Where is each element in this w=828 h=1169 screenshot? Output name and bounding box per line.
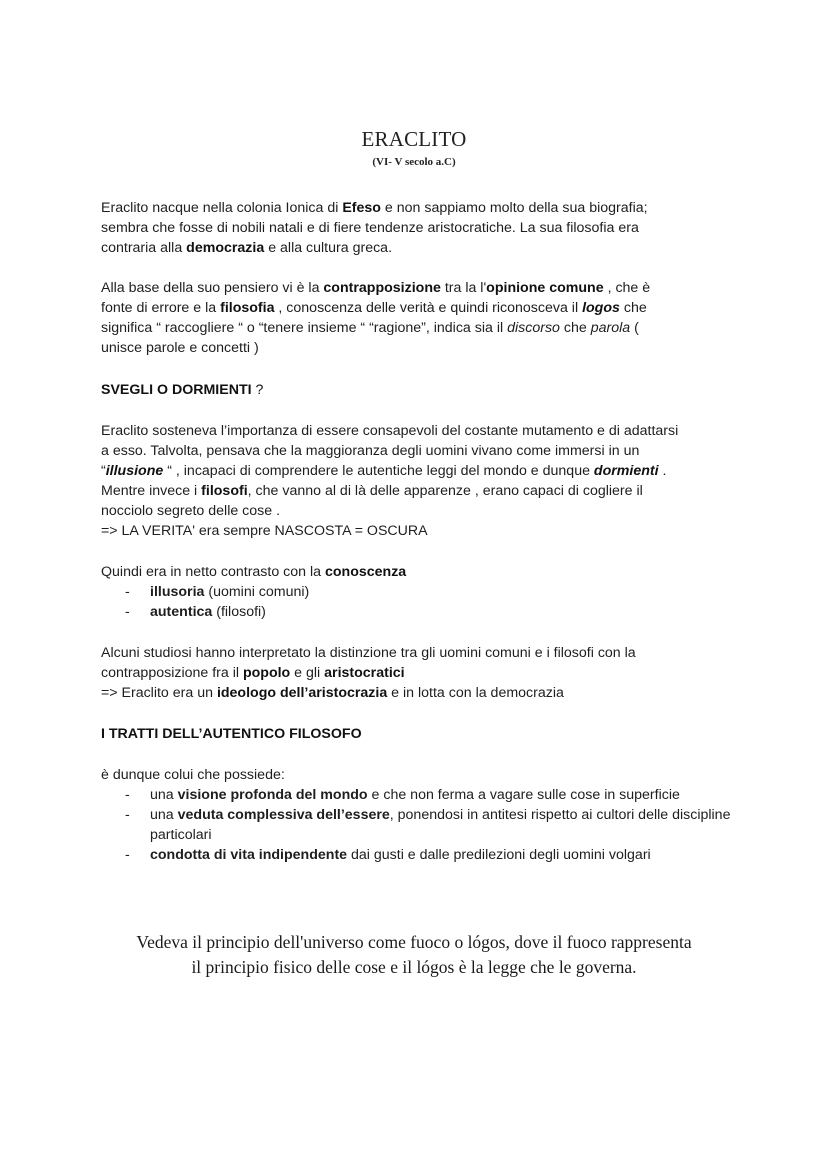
text: “: [101, 463, 106, 479]
list-item: [101, 602, 741, 622]
italic-parola: parola: [590, 320, 631, 336]
section-heading-tratti: I TRATTI DELL’AUTENTICO FILOSOFO: [101, 726, 362, 742]
bold-aristocratici: aristocratici: [324, 665, 405, 681]
list-item: [101, 785, 741, 805]
tratti-list: [101, 785, 741, 865]
basis-line-1: [101, 278, 741, 298]
text: e gli: [290, 665, 325, 681]
dash-bullet: -: [125, 807, 130, 823]
page-title: ERACLITO: [361, 127, 467, 151]
bold-ideologo: ideologo dell’aristocrazia: [216, 685, 388, 701]
bold-filosofia: filosofia: [220, 300, 275, 316]
quote-line-2: il principio fisico delle cose e il lógos è la legge che le governa.: [191, 957, 637, 977]
text: e non sappiamo molto della sua biografia;: [380, 200, 648, 216]
text: => Eraclito era un: [101, 685, 217, 701]
text: .: [658, 463, 667, 479]
text: “ , incapaci di comprendere le autentiche leggi del mondo e dunque: [163, 463, 594, 479]
text: significa “ raccogliere “ o “tenere insieme “ “ragione”, indica sia il: [101, 320, 508, 336]
heading-suffix: ?: [251, 382, 264, 398]
page-subtitle: (VI- V secolo a.C): [372, 156, 456, 168]
basis-paragraph: [101, 278, 741, 358]
bold-conoscenza: conoscenza: [324, 564, 407, 580]
basis-line-2: [101, 298, 741, 318]
svegli-line-4: [101, 481, 741, 501]
intro-line-2: sembra che fosse di nobili natali e di fiere tendenze aristocratiche. La sua filosofia era: [101, 220, 639, 236]
knowledge-list: [101, 582, 741, 622]
text: contrapposizione fra il: [101, 665, 243, 681]
dash-bullet: -: [125, 584, 130, 600]
svegli-line-1: Eraclito sosteneva l’importanza di essere consapevoli del costante mutamento e di adattarsi: [101, 423, 679, 439]
dash-bullet: -: [125, 847, 130, 863]
scholars-line-3: [101, 683, 741, 703]
text: , che vanno al di là delle apparenze , erano capaci di cogliere il: [247, 483, 643, 499]
text: , conoscenza delle verità e quindi riconosceva il: [274, 300, 583, 316]
bold-popolo: popolo: [242, 665, 291, 681]
bold-text: autentica: [150, 604, 213, 620]
text: contraria alla: [101, 240, 187, 256]
basis-line-4: unisce parole e concetti ): [101, 340, 259, 356]
bold-italic-illusione: illusione: [105, 463, 164, 479]
bold-text: visione profonda del mondo: [177, 787, 368, 803]
text: e che non ferma a vagare sulle cose in superficie: [367, 787, 680, 803]
svegli-paragraph: [101, 421, 741, 541]
basis-line-3: [101, 318, 741, 338]
bold-text: condotta di vita indipendente: [150, 847, 348, 863]
bold-text: veduta complessiva dell’essere: [177, 807, 390, 823]
list-item: [101, 582, 741, 602]
tratti-intro: è dunque colui che possiede:: [101, 767, 285, 783]
text: e in lotta con la democrazia: [387, 685, 564, 701]
scholars-line-1: Alcuni studiosi hanno interpretato la distinzione tra gli uomini comuni e i filosofi con la: [101, 645, 636, 661]
text: tra la l': [440, 280, 487, 296]
dash-bullet: -: [125, 787, 130, 803]
scholars-paragraph: [101, 643, 741, 703]
text: Eraclito nacque nella colonia Ionica di: [101, 200, 343, 216]
closing-quote: [0, 930, 828, 980]
italic-discorso: discorso: [507, 320, 560, 336]
text: Alla base della suo pensiero vi è la: [101, 280, 324, 296]
section-heading-svegli: [101, 380, 263, 400]
svegli-line-6: => LA VERITA' era sempre NASCOSTA = OSCURA: [101, 523, 428, 539]
text: (: [630, 320, 639, 336]
list-item: [101, 845, 741, 865]
knowledge-intro: [101, 562, 741, 582]
bold-filosofi: filosofi: [201, 483, 248, 499]
intro-paragraph: [101, 198, 741, 258]
svegli-line-2: a esso. Talvolta, pensava che la maggioranza degli uomini vivano come immersi in un: [101, 443, 640, 459]
svegli-line-3: [101, 461, 741, 481]
text: che: [559, 320, 591, 336]
heading-text: SVEGLI O DORMIENTI: [101, 382, 252, 398]
dash-bullet: -: [125, 604, 130, 620]
text: , che è: [603, 280, 651, 296]
intro-line-1: [101, 198, 741, 218]
svegli-line-5: nocciolo segreto delle cose .: [101, 503, 281, 519]
bold-italic-dormienti: dormienti: [593, 463, 659, 479]
text: e alla cultura greca.: [264, 240, 393, 256]
text: (uomini comuni): [204, 584, 310, 600]
intro-line-3: [101, 238, 741, 258]
text: dai gusti e dalle predilezioni degli uomini volgari: [347, 847, 651, 863]
text: (filosofi): [212, 604, 266, 620]
quote-line-1: Vedeva il principio dell'universo come fuoco o lógos, dove il fuoco rappresenta: [136, 932, 692, 952]
bold-text: illusoria: [150, 584, 205, 600]
text: che: [619, 300, 647, 316]
list-item: [101, 805, 741, 845]
text: Mentre invece i: [101, 483, 202, 499]
bold-contrapposizione: contrapposizione: [323, 280, 441, 296]
bold-democrazia: democrazia: [186, 240, 265, 256]
bold-italic-logos: logos: [582, 300, 620, 316]
text: , ponendosi in antitesi rispetto ai cultori delle discipline particolari: [150, 807, 731, 843]
bold-opinione-comune: opinione comune: [486, 280, 604, 296]
text: una: [150, 807, 178, 823]
text: Quindi era in netto contrasto con la: [101, 564, 325, 580]
text: una: [150, 787, 178, 803]
bold-efeso: Efeso: [342, 200, 381, 216]
scholars-line-2: [101, 663, 741, 683]
text: fonte di errore e la: [101, 300, 221, 316]
